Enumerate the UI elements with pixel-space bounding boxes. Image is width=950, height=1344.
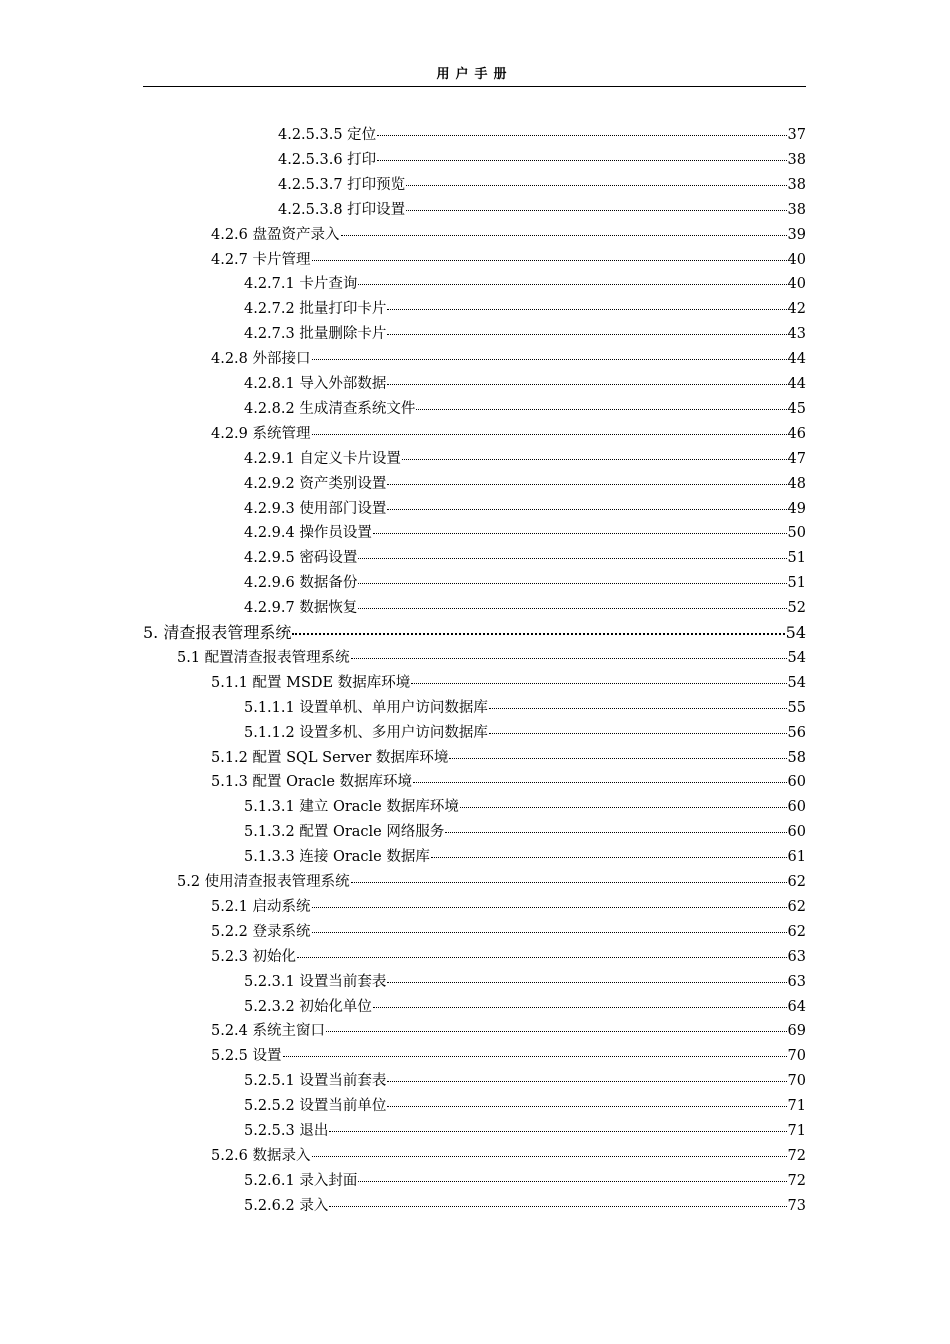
toc-entry-title: 4.2.6 盘盈资产录入	[211, 227, 340, 243]
toc-entry-title: 4.2.5.3.8 打印设置	[278, 202, 406, 218]
toc-entry-title: 5.2.5 设置	[211, 1048, 282, 1064]
toc-entry-title: 4.2.8.2 生成清查系统文件	[244, 401, 416, 417]
toc-entry-title: 5.1 配置清查报表管理系统	[177, 650, 350, 666]
toc-entry-page-number: 70	[787, 1048, 806, 1064]
toc-entry-page-number: 49	[787, 501, 806, 517]
toc-entry-title: 5.2.3.2 初始化单位	[244, 999, 372, 1015]
toc-entry-page-number: 60	[787, 774, 806, 790]
toc-leader-dots	[312, 906, 787, 908]
toc-entry[interactable]	[211, 772, 806, 792]
toc-entry[interactable]	[211, 748, 806, 768]
toc-entry-title: 5.2.6.1 录入封面	[244, 1173, 358, 1189]
toc-leader-dots	[377, 159, 786, 161]
toc-leader-dots	[402, 458, 787, 460]
toc-leader-dots	[373, 532, 787, 534]
toc-entry-page-number: 55	[787, 700, 806, 716]
toc-leader-dots	[413, 781, 787, 783]
toc-entry-page-number: 40	[787, 252, 806, 268]
toc-leader-dots	[431, 856, 787, 858]
toc-entry-page-number: 73	[787, 1198, 806, 1214]
toc-leader-dots	[292, 632, 784, 635]
toc-entry-page-number: 62	[787, 899, 806, 915]
toc-entry-page-number: 38	[787, 152, 806, 168]
toc-leader-dots	[329, 1205, 786, 1207]
toc-entry[interactable]	[244, 573, 806, 593]
toc-entry-title: 5.2.6 数据录入	[211, 1148, 311, 1164]
toc-entry-page-number: 48	[787, 476, 806, 492]
toc-entry[interactable]	[244, 474, 806, 494]
toc-entry-title: 5.1.3.2 配置 Oracle 网络服务	[244, 824, 445, 840]
toc-entry-page-number: 52	[787, 600, 806, 616]
toc-entry-page-number: 51	[787, 550, 806, 566]
toc-entry[interactable]	[211, 922, 806, 942]
toc-entry-title: 5.1.2 配置 SQL Server 数据库环境	[211, 750, 449, 766]
toc-entry-title: 4.2.9.2 资产类别设置	[244, 476, 387, 492]
toc-leader-dots	[326, 1030, 787, 1032]
toc-entry[interactable]	[211, 1021, 806, 1041]
toc-entry-title: 4.2.9 系统管理	[211, 426, 311, 442]
toc-entry[interactable]	[244, 274, 806, 294]
toc-leader-dots	[387, 333, 786, 335]
toc-entry-page-number: 39	[787, 227, 806, 243]
toc-leader-dots	[312, 433, 787, 435]
toc-entry-page-number: 60	[787, 799, 806, 815]
toc-leader-dots	[373, 1006, 787, 1008]
toc-entry-page-number: 62	[787, 874, 806, 890]
toc-leader-dots	[416, 408, 786, 410]
toc-entry[interactable]	[211, 1146, 806, 1166]
toc-entry-title: 5.2.6.2 录入	[244, 1198, 329, 1214]
toc-leader-dots	[406, 184, 786, 186]
toc-entry-page-number: 61	[787, 849, 806, 865]
toc-entry[interactable]	[278, 150, 806, 170]
toc-entry[interactable]	[244, 449, 806, 469]
toc-entry-page-number: 64	[787, 999, 806, 1015]
toc-entry-page-number: 71	[787, 1098, 806, 1114]
toc-entry-title: 5.2 使用清查报表管理系统	[177, 874, 350, 890]
toc-entry[interactable]	[244, 499, 806, 519]
toc-entry-page-number: 70	[787, 1073, 806, 1089]
toc-entry-title: 5.1.1.1 设置单机、单用户访问数据库	[244, 700, 488, 716]
page-header-title: 用户手册	[436, 67, 513, 82]
toc-entry[interactable]	[244, 1096, 806, 1116]
toc-entry-page-number: 71	[787, 1123, 806, 1139]
toc-entry-title: 4.2.5.3.5 定位	[278, 127, 377, 143]
toc-entry-title: 4.2.9.4 操作员设置	[244, 525, 372, 541]
toc-entry-title: 5.2.5.2 设置当前单位	[244, 1098, 387, 1114]
toc-entry[interactable]	[244, 1071, 806, 1091]
toc-leader-dots	[358, 607, 786, 609]
toc-entry-page-number: 43	[787, 326, 806, 342]
toc-entry-title: 5.1.3.3 连接 Oracle 数据库	[244, 849, 430, 865]
toc-leader-dots	[406, 209, 786, 211]
toc-leader-dots	[377, 134, 786, 136]
toc-entry-title: 5.1.1.2 设置多机、多用户访问数据库	[244, 725, 488, 741]
toc-entry[interactable]	[244, 1196, 806, 1216]
toc-entry-page-number: 45	[787, 401, 806, 417]
toc-entry-title: 4.2.8 外部接口	[211, 351, 311, 367]
toc-entry-title: 4.2.9.3 使用部门设置	[244, 501, 387, 517]
toc-leader-dots	[411, 682, 786, 684]
toc-entry[interactable]	[211, 424, 806, 444]
toc-leader-dots	[297, 956, 787, 958]
toc-leader-dots	[358, 1180, 786, 1182]
toc-entry-page-number: 50	[787, 525, 806, 541]
toc-entry-title: 5. 清查报表管理系统	[143, 623, 292, 642]
toc-leader-dots	[283, 1055, 787, 1057]
toc-leader-dots	[489, 732, 787, 734]
toc-entry[interactable]	[244, 797, 806, 817]
toc-entry-title: 5.1.3.1 建立 Oracle 数据库环境	[244, 799, 459, 815]
toc-entry[interactable]	[211, 225, 806, 245]
toc-entry[interactable]	[244, 723, 806, 743]
toc-entry-title: 4.2.7 卡片管理	[211, 252, 311, 268]
toc-leader-dots	[387, 981, 786, 983]
toc-entry[interactable]	[211, 250, 806, 270]
toc-leader-dots	[387, 1105, 786, 1107]
toc-entry-title: 5.2.3 初始化	[211, 949, 297, 965]
toc-entry-page-number: 38	[787, 177, 806, 193]
toc-entry-title: 5.2.3.1 设置当前套表	[244, 974, 387, 990]
toc-entry-title: 4.2.8.1 导入外部数据	[244, 376, 387, 392]
toc-entry-title: 5.2.4 系统主窗口	[211, 1023, 326, 1039]
toc-leader-dots	[489, 707, 787, 709]
toc-entry[interactable]	[244, 847, 806, 867]
toc-leader-dots	[329, 1130, 786, 1132]
toc-entry-page-number: 58	[787, 750, 806, 766]
toc-leader-dots	[449, 757, 786, 759]
toc-entry[interactable]	[244, 1171, 806, 1191]
toc-entry-page-number: 60	[787, 824, 806, 840]
toc-entry-page-number: 42	[787, 301, 806, 317]
toc-entry-title: 4.2.7.1 卡片查询	[244, 276, 358, 292]
toc-entry[interactable]	[244, 598, 806, 618]
toc-entry-title: 5.2.1 启动系统	[211, 899, 311, 915]
toc-entry[interactable]	[244, 548, 806, 568]
toc-entry-page-number: 54	[785, 623, 806, 642]
toc-leader-dots	[351, 657, 787, 659]
toc-leader-dots	[387, 308, 786, 310]
toc-entry[interactable]	[278, 200, 806, 220]
toc-leader-dots	[358, 283, 786, 285]
toc-leader-dots	[387, 508, 786, 510]
toc-entry-page-number: 40	[787, 276, 806, 292]
toc-leader-dots	[341, 234, 787, 236]
toc-entry[interactable]	[143, 623, 806, 643]
toc-entry-page-number: 54	[787, 650, 806, 666]
toc-entry-page-number: 69	[787, 1023, 806, 1039]
toc-leader-dots	[312, 931, 787, 933]
toc-entry-page-number: 37	[787, 127, 806, 143]
toc-entry-page-number: 63	[787, 949, 806, 965]
toc-entry-title: 4.2.7.2 批量打印卡片	[244, 301, 387, 317]
toc-entry[interactable]	[244, 324, 806, 344]
toc-entry-title: 5.2.5.1 设置当前套表	[244, 1073, 387, 1089]
toc-leader-dots	[312, 259, 787, 261]
toc-leader-dots	[387, 1080, 786, 1082]
toc-entry[interactable]	[177, 872, 806, 892]
toc-entry-page-number: 72	[787, 1173, 806, 1189]
toc-entry-title: 5.2.2 登录系统	[211, 924, 311, 940]
toc-entry-page-number: 44	[787, 376, 806, 392]
toc-entry-title: 4.2.9.1 自定义卡片设置	[244, 451, 401, 467]
toc-entry-page-number: 56	[787, 725, 806, 741]
toc-entry[interactable]	[244, 1121, 806, 1141]
toc-entry-page-number: 72	[787, 1148, 806, 1164]
toc-entry[interactable]	[244, 698, 806, 718]
toc-leader-dots	[387, 483, 786, 485]
toc-leader-dots	[445, 831, 786, 833]
toc-leader-dots	[312, 1155, 787, 1157]
toc-entry[interactable]	[211, 897, 806, 917]
toc-entry[interactable]	[244, 374, 806, 394]
toc-entry-page-number: 44	[787, 351, 806, 367]
toc-entry[interactable]	[244, 972, 806, 992]
toc-entry[interactable]	[244, 523, 806, 543]
toc-leader-dots	[460, 806, 787, 808]
toc-entry-page-number: 62	[787, 924, 806, 940]
toc-entry-title: 4.2.5.3.6 打印	[278, 152, 377, 168]
toc-leader-dots	[387, 383, 786, 385]
toc-entry-title: 5.1.1 配置 MSDE 数据库环境	[211, 675, 411, 691]
toc-entry[interactable]	[211, 947, 806, 967]
toc-entry-page-number: 54	[787, 675, 806, 691]
toc-entry-title: 4.2.9.6 数据备份	[244, 575, 358, 591]
toc-entry[interactable]	[278, 125, 806, 145]
toc-entry-title: 4.2.9.7 数据恢复	[244, 600, 358, 616]
toc-entry[interactable]	[244, 822, 806, 842]
toc-entry-page-number: 51	[787, 575, 806, 591]
toc-entry[interactable]	[244, 299, 806, 319]
toc-entry[interactable]	[244, 399, 806, 419]
toc-entry-title: 4.2.7.3 批量删除卡片	[244, 326, 387, 342]
toc-entry[interactable]	[211, 1046, 806, 1066]
toc-entry[interactable]	[211, 673, 806, 693]
toc-entry-title: 5.1.3 配置 Oracle 数据库环境	[211, 774, 413, 790]
toc-entry-page-number: 47	[787, 451, 806, 467]
toc-entry[interactable]	[177, 648, 806, 668]
toc-entry[interactable]	[278, 175, 806, 195]
toc-entry-page-number: 46	[787, 426, 806, 442]
toc-entry[interactable]	[244, 997, 806, 1017]
toc-entry[interactable]	[211, 349, 806, 369]
toc-entry-page-number: 63	[787, 974, 806, 990]
toc-entry-title: 4.2.5.3.7 打印预览	[278, 177, 406, 193]
toc-leader-dots	[312, 358, 787, 360]
header-rule	[143, 86, 806, 87]
toc-entry-page-number: 38	[787, 202, 806, 218]
toc-leader-dots	[358, 582, 786, 584]
toc-leader-dots	[358, 557, 786, 559]
toc-leader-dots	[351, 881, 787, 883]
toc-entry-title: 5.2.5.3 退出	[244, 1123, 329, 1139]
toc-entry-title: 4.2.9.5 密码设置	[244, 550, 358, 566]
